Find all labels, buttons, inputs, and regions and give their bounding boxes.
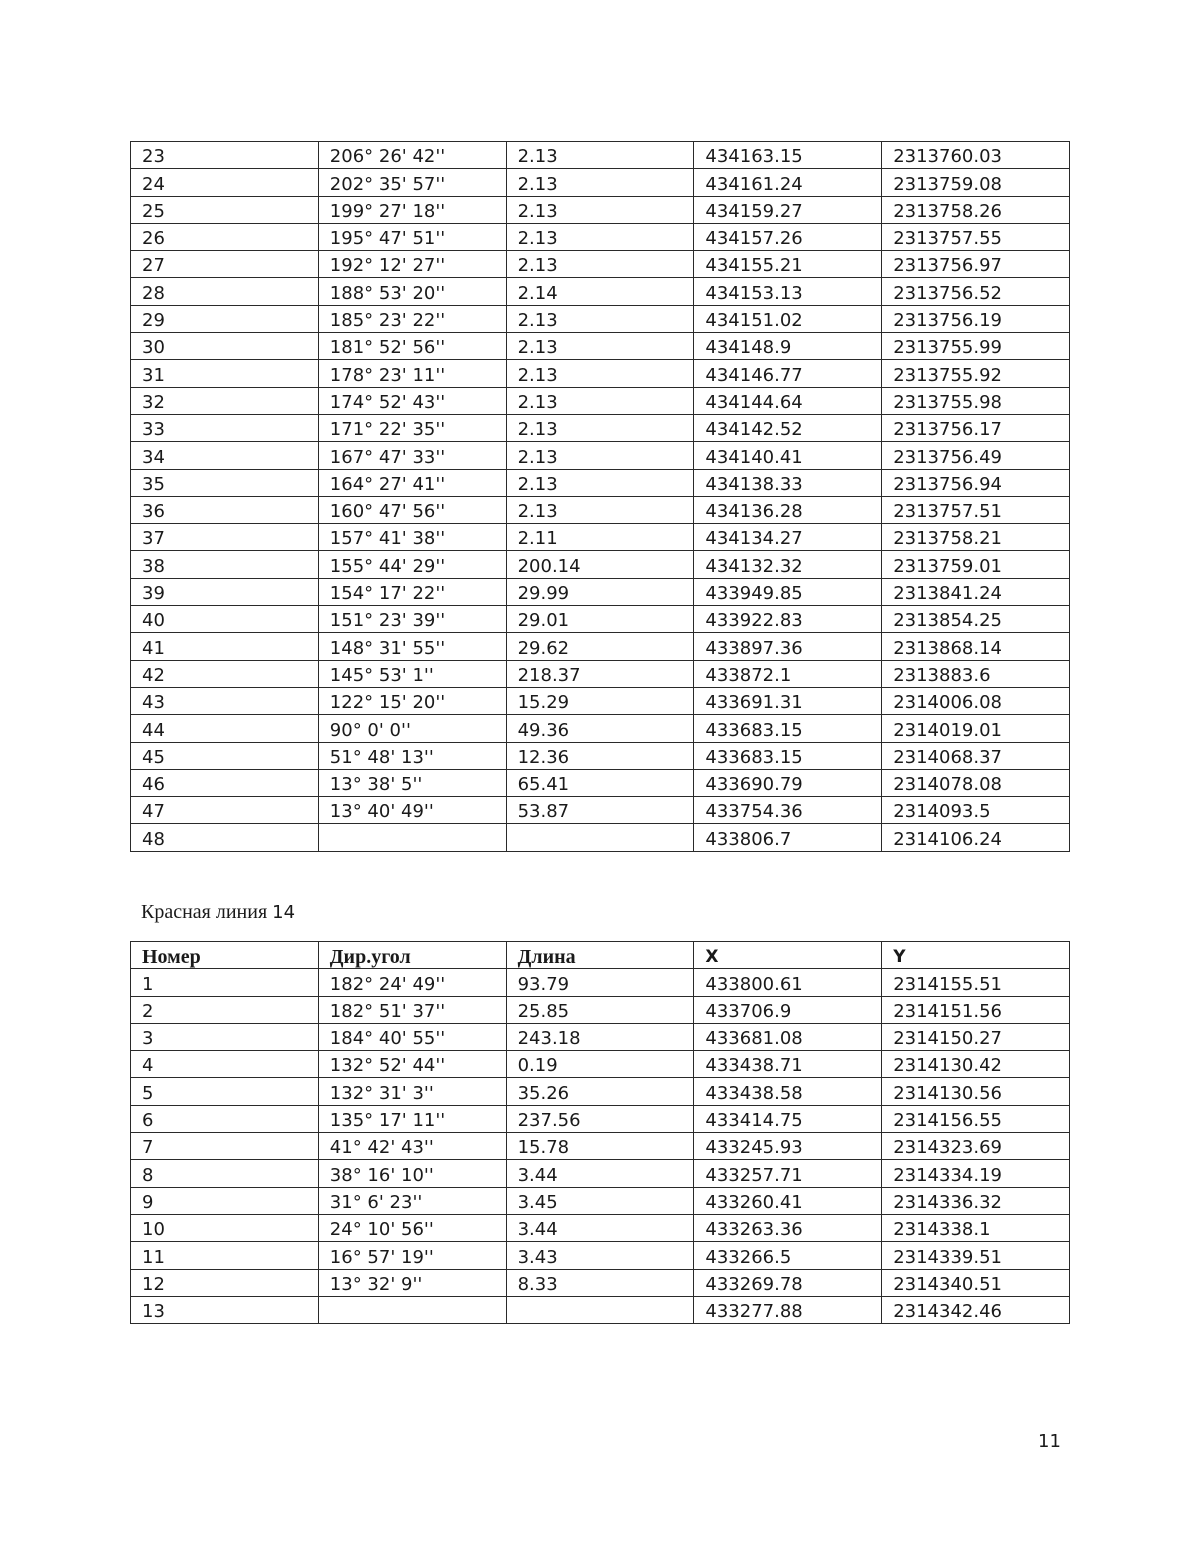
cell-number: 4: [131, 1051, 319, 1078]
cell-y: 2314093.5: [882, 797, 1070, 824]
table-row: [131, 251, 1070, 278]
cell-direction-angle: 185° 23' 22'': [318, 305, 506, 332]
cell-number: 35: [131, 469, 319, 496]
table-row: [131, 1187, 1070, 1214]
section-title: [141, 899, 295, 926]
cell-x: 434136.28: [694, 496, 882, 523]
cell-x: 433872.1: [694, 660, 882, 687]
cell-y: 2313755.98: [882, 387, 1070, 414]
cell-length: 2.13: [506, 442, 694, 469]
cell-number: 41: [131, 633, 319, 660]
table-row: [131, 660, 1070, 687]
cell-direction-angle: 151° 23' 39'': [318, 606, 506, 633]
table-row: [131, 1242, 1070, 1269]
cell-number: 31: [131, 360, 319, 387]
cell-x: 434153.13: [694, 278, 882, 305]
cell-direction-angle: 202° 35' 57'': [318, 169, 506, 196]
header-x: X: [694, 942, 882, 969]
cell-direction-angle: 188° 53' 20'': [318, 278, 506, 305]
cell-length: 2.13: [506, 387, 694, 414]
table-row: [131, 496, 1070, 523]
cell-number: 47: [131, 797, 319, 824]
cell-number: 29: [131, 305, 319, 332]
cell-number: 30: [131, 333, 319, 360]
cell-number: 44: [131, 715, 319, 742]
cell-y: 2313756.17: [882, 414, 1070, 441]
cell-x: 433800.61: [694, 969, 882, 996]
cell-y: 2314130.42: [882, 1051, 1070, 1078]
table-row: [131, 769, 1070, 796]
cell-length: 25.85: [506, 996, 694, 1023]
header-number: Номер: [131, 942, 319, 969]
cell-direction-angle: 132° 52' 44'': [318, 1051, 506, 1078]
cell-number: 46: [131, 769, 319, 796]
cell-number: 28: [131, 278, 319, 305]
cell-x: 434144.64: [694, 387, 882, 414]
cell-y: 2314068.37: [882, 742, 1070, 769]
table-row: [131, 305, 1070, 332]
cell-y: 2314156.55: [882, 1105, 1070, 1132]
cell-y: 2313758.21: [882, 524, 1070, 551]
cell-direction-angle: 122° 15' 20'': [318, 687, 506, 714]
cell-direction-angle: 24° 10' 56'': [318, 1214, 506, 1241]
cell-length: 15.78: [506, 1133, 694, 1160]
table-row: [131, 169, 1070, 196]
cell-length: 243.18: [506, 1023, 694, 1050]
table-row: [131, 996, 1070, 1023]
cell-direction-angle: 16° 57' 19'': [318, 1242, 506, 1269]
cell-length: 3.44: [506, 1160, 694, 1187]
cell-direction-angle: 148° 31' 55'': [318, 633, 506, 660]
cell-direction-angle: 13° 38' 5'': [318, 769, 506, 796]
cell-length: 2.13: [506, 333, 694, 360]
cell-length: 93.79: [506, 969, 694, 996]
cell-number: 26: [131, 223, 319, 250]
cell-length: [506, 824, 694, 851]
cell-length: 3.43: [506, 1242, 694, 1269]
cell-length: 0.19: [506, 1051, 694, 1078]
cell-y: 2313759.01: [882, 551, 1070, 578]
cell-x: 433690.79: [694, 769, 882, 796]
cell-x: 434134.27: [694, 524, 882, 551]
cell-length: 29.01: [506, 606, 694, 633]
cell-y: 2314342.46: [882, 1296, 1070, 1323]
cell-length: 2.13: [506, 223, 694, 250]
cell-length: 3.44: [506, 1214, 694, 1241]
cell-x: 434142.52: [694, 414, 882, 441]
cell-y: 2313868.14: [882, 633, 1070, 660]
header-length: Длина: [506, 942, 694, 969]
table-row: [131, 715, 1070, 742]
cell-length: 2.14: [506, 278, 694, 305]
cell-number: 8: [131, 1160, 319, 1187]
cell-x: 434132.32: [694, 551, 882, 578]
table-row: [131, 1296, 1070, 1323]
table-row: [131, 551, 1070, 578]
cell-number: 43: [131, 687, 319, 714]
cell-length: 2.13: [506, 496, 694, 523]
cell-y: 2313757.55: [882, 223, 1070, 250]
cell-length: 218.37: [506, 660, 694, 687]
cell-direction-angle: 154° 17' 22'': [318, 578, 506, 605]
cell-x: 433257.71: [694, 1160, 882, 1187]
table-row: [131, 1269, 1070, 1296]
cell-length: 29.62: [506, 633, 694, 660]
table-row: [131, 1078, 1070, 1105]
cell-number: 34: [131, 442, 319, 469]
cell-direction-angle: 167° 47' 33'': [318, 442, 506, 469]
cell-x: 433897.36: [694, 633, 882, 660]
table-row: [131, 969, 1070, 996]
cell-direction-angle: 145° 53' 1'': [318, 660, 506, 687]
table-row: [131, 578, 1070, 605]
cell-y: 2313841.24: [882, 578, 1070, 605]
table-row: [131, 1214, 1070, 1241]
cell-length: 2.13: [506, 414, 694, 441]
cell-length: 49.36: [506, 715, 694, 742]
cell-length: 2.13: [506, 196, 694, 223]
cell-direction-angle: 181° 52' 56'': [318, 333, 506, 360]
header-direction-angle: Дир.угол: [318, 942, 506, 969]
cell-number: 5: [131, 1078, 319, 1105]
table-row: [131, 606, 1070, 633]
table-row: [131, 442, 1070, 469]
cell-number: 23: [131, 142, 319, 169]
section-title-text: Красная линия: [141, 901, 268, 923]
cell-direction-angle: [318, 824, 506, 851]
header-y: Y: [882, 942, 1070, 969]
cell-x: 434159.27: [694, 196, 882, 223]
cell-x: 433681.08: [694, 1023, 882, 1050]
table-row: [131, 196, 1070, 223]
cell-y: 2314078.08: [882, 769, 1070, 796]
cell-x: 433922.83: [694, 606, 882, 633]
cell-x: 433438.58: [694, 1078, 882, 1105]
cell-direction-angle: [318, 1296, 506, 1323]
cell-length: [506, 1296, 694, 1323]
cell-x: 433438.71: [694, 1051, 882, 1078]
cell-direction-angle: 174° 52' 43'': [318, 387, 506, 414]
cell-x: 433414.75: [694, 1105, 882, 1132]
cell-x: 433277.88: [694, 1296, 882, 1323]
cell-direction-angle: 157° 41' 38'': [318, 524, 506, 551]
cell-y: 2313760.03: [882, 142, 1070, 169]
cell-number: 45: [131, 742, 319, 769]
cell-number: 3: [131, 1023, 319, 1050]
page-number: 11: [1038, 1431, 1061, 1452]
cell-y: 2314019.01: [882, 715, 1070, 742]
cell-number: 1: [131, 969, 319, 996]
cell-direction-angle: 182° 51' 37'': [318, 996, 506, 1023]
cell-number: 11: [131, 1242, 319, 1269]
cell-number: 39: [131, 578, 319, 605]
table-row: [131, 333, 1070, 360]
cell-direction-angle: 135° 17' 11'': [318, 1105, 506, 1132]
table-row: [131, 633, 1070, 660]
cell-number: 32: [131, 387, 319, 414]
cell-direction-angle: 182° 24' 49'': [318, 969, 506, 996]
cell-y: 2314151.56: [882, 996, 1070, 1023]
cell-number: 13: [131, 1296, 319, 1323]
table-row: [131, 414, 1070, 441]
red-line-14-table-body: [131, 969, 1070, 1324]
cell-number: 6: [131, 1105, 319, 1132]
header-row: [131, 942, 1070, 969]
cell-direction-angle: 184° 40' 55'': [318, 1023, 506, 1050]
cell-y: 2314339.51: [882, 1242, 1070, 1269]
cell-x: 433260.41: [694, 1187, 882, 1214]
cell-y: 2313757.51: [882, 496, 1070, 523]
cell-y: 2314340.51: [882, 1269, 1070, 1296]
table-row: [131, 1105, 1070, 1132]
cell-y: 2313755.99: [882, 333, 1070, 360]
cell-direction-angle: 132° 31' 3'': [318, 1078, 506, 1105]
cell-length: 29.99: [506, 578, 694, 605]
cell-length: 2.13: [506, 251, 694, 278]
cell-x: 434155.21: [694, 251, 882, 278]
section-title-number: 14: [272, 902, 296, 923]
cell-x: 433806.7: [694, 824, 882, 851]
cell-y: 2314323.69: [882, 1133, 1070, 1160]
cell-length: 53.87: [506, 797, 694, 824]
cell-number: 36: [131, 496, 319, 523]
cell-length: 8.33: [506, 1269, 694, 1296]
cell-x: 434151.02: [694, 305, 882, 332]
cell-x: 433949.85: [694, 578, 882, 605]
cell-length: 2.13: [506, 169, 694, 196]
cell-number: 27: [131, 251, 319, 278]
cell-direction-angle: 171° 22' 35'': [318, 414, 506, 441]
cell-direction-angle: 13° 40' 49'': [318, 797, 506, 824]
cell-direction-angle: 155° 44' 29'': [318, 551, 506, 578]
table-row: [131, 469, 1070, 496]
table-row: [131, 797, 1070, 824]
cell-x: 433691.31: [694, 687, 882, 714]
cell-x: 434140.41: [694, 442, 882, 469]
cell-y: 2313756.97: [882, 251, 1070, 278]
cell-x: 434163.15: [694, 142, 882, 169]
cell-direction-angle: 38° 16' 10'': [318, 1160, 506, 1187]
cell-number: 33: [131, 414, 319, 441]
cell-length: 2.13: [506, 469, 694, 496]
cell-y: 2314130.56: [882, 1078, 1070, 1105]
table-row: [131, 1051, 1070, 1078]
table-row: [131, 824, 1070, 851]
red-line-14-table: [130, 941, 1070, 1324]
cell-x: 434138.33: [694, 469, 882, 496]
cell-number: 9: [131, 1187, 319, 1214]
cell-x: 433245.93: [694, 1133, 882, 1160]
cell-number: 2: [131, 996, 319, 1023]
red-line-14-table-header: [131, 942, 1070, 969]
cell-length: 12.36: [506, 742, 694, 769]
cell-y: 2313854.25: [882, 606, 1070, 633]
table-row: [131, 524, 1070, 551]
cell-number: 12: [131, 1269, 319, 1296]
cell-number: 37: [131, 524, 319, 551]
table-row: [131, 360, 1070, 387]
cell-direction-angle: 13° 32' 9'': [318, 1269, 506, 1296]
cell-x: 433706.9: [694, 996, 882, 1023]
cell-direction-angle: 178° 23' 11'': [318, 360, 506, 387]
cell-x: 433266.5: [694, 1242, 882, 1269]
cell-length: 65.41: [506, 769, 694, 796]
cell-x: 433683.15: [694, 742, 882, 769]
cell-x: 433754.36: [694, 797, 882, 824]
cell-number: 24: [131, 169, 319, 196]
cell-direction-angle: 51° 48' 13'': [318, 742, 506, 769]
cell-length: 35.26: [506, 1078, 694, 1105]
cell-direction-angle: 199° 27' 18'': [318, 196, 506, 223]
cell-y: 2313758.26: [882, 196, 1070, 223]
cell-length: 2.11: [506, 524, 694, 551]
cell-direction-angle: 206° 26' 42'': [318, 142, 506, 169]
cell-number: 48: [131, 824, 319, 851]
cell-length: 2.13: [506, 305, 694, 332]
cell-length: 15.29: [506, 687, 694, 714]
coordinates-table-body: [131, 142, 1070, 852]
cell-direction-angle: 90° 0' 0'': [318, 715, 506, 742]
table-row: [131, 387, 1070, 414]
table-row: [131, 142, 1070, 169]
cell-x: 434157.26: [694, 223, 882, 250]
cell-y: 2314106.24: [882, 824, 1070, 851]
table-row: [131, 742, 1070, 769]
cell-direction-angle: 192° 12' 27'': [318, 251, 506, 278]
cell-y: 2314338.1: [882, 1214, 1070, 1241]
cell-y: 2313756.49: [882, 442, 1070, 469]
table-row: [131, 223, 1070, 250]
cell-length: 2.13: [506, 360, 694, 387]
cell-y: 2313759.08: [882, 169, 1070, 196]
cell-y: 2313883.6: [882, 660, 1070, 687]
cell-number: 10: [131, 1214, 319, 1241]
table-row: [131, 1133, 1070, 1160]
cell-number: 25: [131, 196, 319, 223]
cell-direction-angle: 41° 42' 43'': [318, 1133, 506, 1160]
cell-y: 2313756.52: [882, 278, 1070, 305]
cell-number: 7: [131, 1133, 319, 1160]
cell-x: 434148.9: [694, 333, 882, 360]
cell-length: 3.45: [506, 1187, 694, 1214]
cell-y: 2314155.51: [882, 969, 1070, 996]
cell-y: 2313756.94: [882, 469, 1070, 496]
cell-direction-angle: 160° 47' 56'': [318, 496, 506, 523]
cell-number: 40: [131, 606, 319, 633]
cell-length: 2.13: [506, 142, 694, 169]
cell-y: 2314006.08: [882, 687, 1070, 714]
cell-y: 2313755.92: [882, 360, 1070, 387]
cell-direction-angle: 195° 47' 51'': [318, 223, 506, 250]
cell-length: 200.14: [506, 551, 694, 578]
cell-x: 434146.77: [694, 360, 882, 387]
cell-x: 434161.24: [694, 169, 882, 196]
cell-direction-angle: 164° 27' 41'': [318, 469, 506, 496]
table-row: [131, 278, 1070, 305]
cell-x: 433683.15: [694, 715, 882, 742]
cell-x: 433269.78: [694, 1269, 882, 1296]
table-row: [131, 1160, 1070, 1187]
cell-number: 42: [131, 660, 319, 687]
cell-y: 2314150.27: [882, 1023, 1070, 1050]
coordinates-table-continued: [130, 141, 1070, 852]
cell-number: 38: [131, 551, 319, 578]
cell-y: 2314336.32: [882, 1187, 1070, 1214]
cell-direction-angle: 31° 6' 23'': [318, 1187, 506, 1214]
cell-x: 433263.36: [694, 1214, 882, 1241]
table-row: [131, 687, 1070, 714]
cell-length: 237.56: [506, 1105, 694, 1132]
table-row: [131, 1023, 1070, 1050]
cell-y: 2314334.19: [882, 1160, 1070, 1187]
cell-y: 2313756.19: [882, 305, 1070, 332]
